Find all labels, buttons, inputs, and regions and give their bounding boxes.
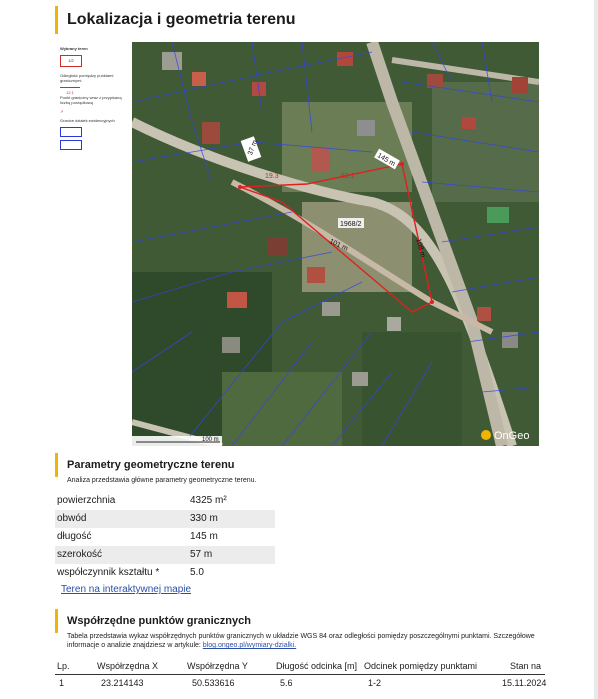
table-row bbox=[55, 675, 545, 691]
param-label: obwód bbox=[57, 513, 87, 524]
param-value: 5.0 bbox=[190, 567, 204, 578]
param-label: długość bbox=[57, 531, 92, 542]
col-lp: Lp. bbox=[57, 661, 70, 671]
params-table bbox=[55, 492, 275, 582]
legend-point-icon: ↗ bbox=[60, 109, 64, 114]
legend-title: Wybrany teren bbox=[60, 46, 88, 51]
param-label: powierzchnia bbox=[57, 495, 116, 506]
legend-parcel-label: Granice działek ewidencyjnych bbox=[60, 118, 115, 123]
map-label-101: 101 m bbox=[328, 238, 349, 253]
interactive-map-link[interactable]: Teren na interaktywnej mapie bbox=[61, 584, 192, 595]
param-label: współczynnik kształtu * bbox=[57, 567, 160, 578]
cell-lp: 1 bbox=[59, 678, 65, 688]
coords-table bbox=[55, 658, 545, 691]
map-label-19: 19.3 bbox=[265, 173, 279, 180]
cell-y: 50.533616 bbox=[192, 678, 235, 688]
param-value: 330 m bbox=[190, 513, 218, 524]
legend-distance-line bbox=[60, 87, 80, 88]
col-date: Stan na bbox=[510, 661, 542, 671]
coords-desc-text: Tabela przedstawia wykaz współrzędnych punktów granicznych w układzie WGS 84 oraz odległości pomiędzy poszczególnymi punktami. Szczegółowe informacje o analizie znajdziesz w artykule: bbox=[67, 633, 535, 649]
param-label: szerokość bbox=[57, 549, 103, 560]
col-len: Długość odcinka [m] bbox=[276, 661, 358, 671]
param-row bbox=[55, 546, 275, 564]
param-value: 145 m bbox=[190, 531, 218, 542]
legend-selected-box: 1/2 bbox=[60, 55, 82, 67]
col-y: Współrzędna Y bbox=[187, 661, 248, 671]
cell-x: 23.214143 bbox=[101, 678, 144, 688]
map-label-37: 37 m bbox=[247, 139, 259, 157]
cell-date: 15.11.2024 bbox=[502, 678, 547, 688]
cell-seg: 1-2 bbox=[368, 678, 382, 688]
legend-point-label: Punkt graniczny wraz z przypisaną liczbą porządkową bbox=[60, 95, 122, 105]
legend-distance-sample: 12.1 bbox=[66, 90, 74, 95]
map-brand: OnGeo bbox=[494, 430, 530, 442]
param-value: 57 m bbox=[190, 549, 213, 560]
coords-description bbox=[67, 632, 547, 650]
legend-parcel-swatch bbox=[60, 127, 82, 137]
cell-len: 5.6 bbox=[280, 678, 293, 688]
map-scale: 100 m bbox=[202, 437, 219, 443]
map-label-145: 145 m bbox=[375, 152, 397, 169]
param-row bbox=[55, 492, 275, 510]
params-title: Parametry geometryczne terenu bbox=[55, 453, 235, 477]
satellite-map[interactable] bbox=[132, 42, 539, 446]
page-title: Lokalizacja i geometria terenu bbox=[55, 6, 296, 34]
param-row bbox=[55, 564, 275, 582]
map-canvas bbox=[132, 42, 539, 446]
map-label-62: 62.1 bbox=[341, 173, 355, 180]
table-header bbox=[55, 658, 545, 675]
legend-distance-label: Odległość pomiędzy punktami granicznymi bbox=[60, 73, 114, 83]
article-link[interactable]: blog.ongeo.pl/wymiary-dzialki. bbox=[202, 642, 297, 649]
col-x: Współrzędna X bbox=[97, 661, 159, 671]
map-parcel-id: 1968/2 bbox=[340, 221, 362, 228]
param-row bbox=[55, 510, 275, 528]
param-value: 4325 m² bbox=[190, 495, 227, 506]
params-subtitle: Analiza przedstawia główne parametry geometryczne terenu. bbox=[67, 477, 257, 484]
map-legend bbox=[60, 46, 122, 153]
map-label-108: 108 m bbox=[414, 237, 427, 259]
legend-parcel-swatch-2 bbox=[60, 140, 82, 150]
page-edge bbox=[594, 0, 598, 699]
param-row bbox=[55, 528, 275, 546]
coords-title: Współrzędne punktów granicznych bbox=[55, 609, 251, 633]
col-seg: Odcinek pomiędzy punktami bbox=[364, 661, 478, 671]
